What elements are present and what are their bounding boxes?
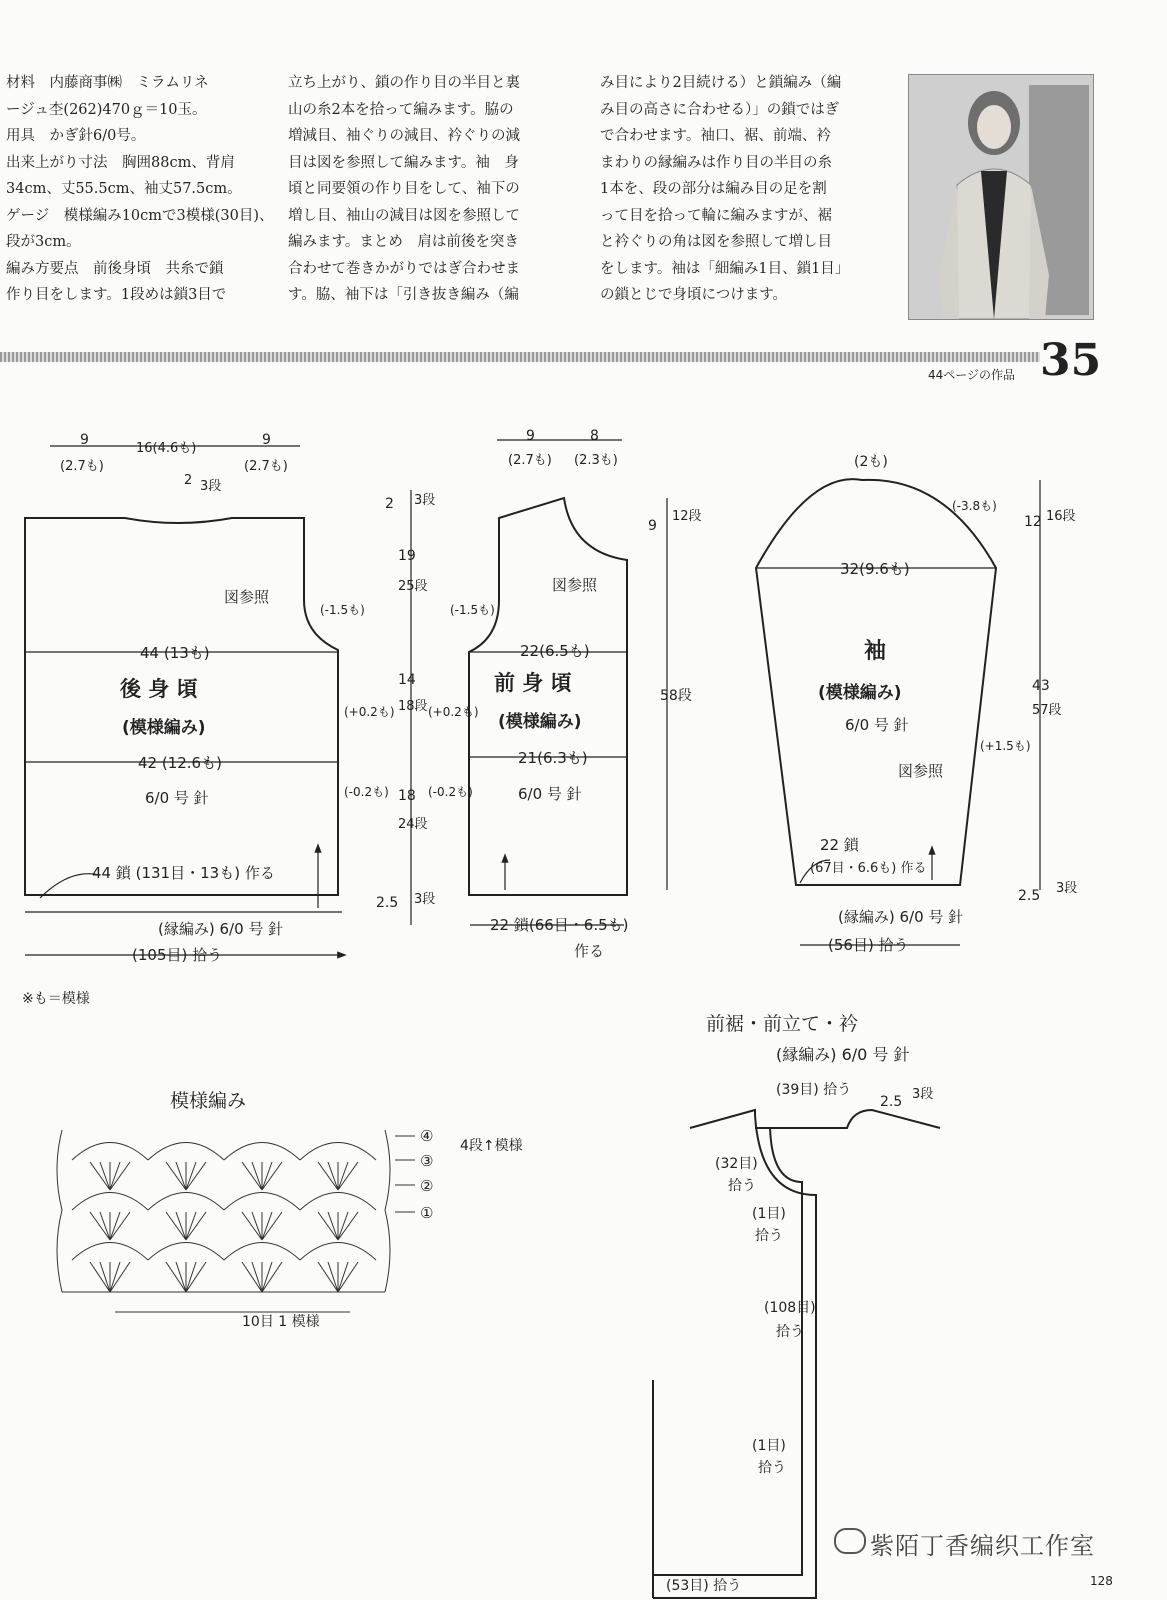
back-top-left: 9 <box>80 432 89 448</box>
dim-rows: 25段 <box>398 579 428 594</box>
text-line: 作り目をします。1段めは鎖3目で <box>6 287 227 303</box>
band-pick-5: (1目) <box>752 1438 786 1454</box>
sleeve-cap-cm: 12 <box>1024 514 1042 530</box>
sleeve-edge: (縁編み) 6/0 号 針 <box>838 908 964 926</box>
dim-rows: 3段 <box>414 493 436 508</box>
front-pattern: (模様編み) <box>498 712 582 732</box>
dim-cm: 18 <box>398 788 416 804</box>
front-width-2: 21(6.3も) <box>518 749 588 767</box>
sleeve-chain: 22 鎖 <box>820 836 859 854</box>
text-line: の鎖とじで身頃につけます。 <box>600 287 788 303</box>
page-number: 128 <box>1090 1574 1113 1588</box>
text-line: ージュ杢(262)470ｇ＝10玉。 <box>6 101 207 118</box>
text-line: み目により2目続ける）と鎖編み（編 <box>600 75 842 91</box>
text-line: 材料 内藤商事㈱ ミラムリネ <box>6 75 209 91</box>
text-line: まわりの縁編みは作り目の半目の糸 <box>600 154 832 171</box>
text-line: 34cm、丈55.5cm、袖丈57.5cm。 <box>6 181 242 197</box>
wechat-icon <box>834 1528 866 1554</box>
text-line: 編み方要点 前後身頃 共糸で鎖 <box>6 260 224 277</box>
sleeve-pick: (56目) 拾う <box>828 936 909 954</box>
band-pick-3: (1目) <box>752 1206 786 1222</box>
text-line: 立ち上がり、鎖の作り目の半目と裏 <box>288 75 520 91</box>
band-pick-4b: 拾う <box>776 1324 804 1340</box>
text-line: 増し目、袖山の減目は図を参照して <box>288 207 520 224</box>
back-title: 後 身 頃 <box>120 677 198 701</box>
text-line: 段が3cm。 <box>6 234 81 250</box>
dim-rows: 24段 <box>398 817 428 832</box>
front-top-left-sub: (2.7も) <box>508 453 552 468</box>
back-ref: 図参照 <box>224 588 270 606</box>
band-pick-5b: 拾う <box>758 1460 786 1476</box>
band-sub: (縁編み) 6/0 号 針 <box>776 1045 910 1064</box>
front-total-rows: 58段 <box>660 688 692 704</box>
sleeve-cuff-rows: 3段 <box>1056 881 1078 896</box>
sleeve-len-rows: 57段 <box>1032 703 1062 718</box>
row-label: ④ <box>420 1127 434 1145</box>
back-width-2: 42 (12.6も) <box>138 754 222 772</box>
back-top-mid: 16(4.6も) <box>136 441 197 456</box>
back-pattern: (模様編み) <box>122 718 206 738</box>
sleeve-hook: 6/0 号 針 <box>845 716 909 734</box>
dim-cm: 2.5 <box>376 895 399 911</box>
symbol-note: ※も＝模様 <box>22 991 90 1007</box>
stitch-chart <box>57 1130 390 1312</box>
band-pick-6: (53目) 拾う <box>666 1578 742 1594</box>
front-top-left: 9 <box>526 428 535 444</box>
front-neck-rows: 12段 <box>672 509 702 524</box>
back-inc: (+0.2も) <box>344 705 395 719</box>
text-line: 編みます。まとめ 肩は前後を突き <box>288 234 519 250</box>
dim-rows: 18段 <box>398 699 428 714</box>
band-pick-3b: 拾う <box>755 1228 783 1244</box>
back-width-1: 44 (13も) <box>140 644 210 662</box>
back-top-right: 9 <box>262 432 271 448</box>
back-dec: (-1.5も) <box>320 603 365 617</box>
front-width-1: 22(6.5も) <box>520 642 590 660</box>
front-inc: (+0.2も) <box>428 705 479 719</box>
back-top-right-sub: (2.7も) <box>244 459 288 474</box>
back-hook: 6/0 号 針 <box>145 789 209 807</box>
front-top-right-sub: (2.3も) <box>574 453 618 468</box>
text-line: 出来上がり寸法 胸囲88cm、背肩 <box>6 154 235 171</box>
front-dec: (-1.5も) <box>450 603 495 617</box>
front-body-outline <box>469 498 627 895</box>
sleeve-chain-2: (67目・6.6も) 作る <box>810 861 927 876</box>
band-pick-2b: 拾う <box>728 1178 756 1194</box>
band-width: 2.5 <box>880 1094 903 1110</box>
text-line: をします。袖は「細編み1目、鎖1目」 <box>600 260 850 277</box>
band-pick-4: (108目) <box>764 1300 816 1316</box>
sleeve-cuff-cm: 2.5 <box>1018 888 1041 904</box>
work-label: 44ページの作品 <box>928 368 1016 382</box>
text-line: 用具 かぎ針6/0号。 <box>6 128 146 144</box>
front-ref: 図参照 <box>552 576 598 594</box>
text-line: す。脇、袖下は「引き抜き編み（編 <box>288 287 519 303</box>
back-chain: 44 鎖 (131目・13も) 作る <box>92 864 275 882</box>
stitch-side-label: 4段↑模様 <box>460 1138 523 1154</box>
text-line: で合わせます。袖口、裾、前端、衿 <box>600 128 831 144</box>
text-line: 増減目、袖ぐりの減目、衿ぐりの減 <box>288 128 520 144</box>
sleeve-title: 袖 <box>864 639 887 664</box>
dim-cm: 2 <box>385 496 394 512</box>
back-neck-rows: 3段 <box>200 479 222 494</box>
row-label: ③ <box>420 1152 434 1170</box>
sleeve-ref: 図参照 <box>898 762 944 780</box>
text-line: 1本を、段の部分は編み目の足を割 <box>600 181 827 197</box>
row-label: ② <box>420 1177 434 1195</box>
sleeve-len-cm: 43 <box>1032 678 1050 694</box>
back-body-outline <box>25 518 338 895</box>
back-top-left-sub: (2.7も) <box>60 459 104 474</box>
watermark: 紫陌丁香编织工作室 <box>870 1532 1095 1560</box>
sleeve-top: (2も) <box>854 454 888 470</box>
stitch-title: 模様編み <box>170 1090 247 1112</box>
back-pick: (105目) 拾う <box>132 946 223 964</box>
row-label: ① <box>420 1204 434 1222</box>
band-width-rows: 3段 <box>912 1087 934 1102</box>
dim-cm: 19 <box>398 548 416 564</box>
back-edge: (縁編み) 6/0 号 針 <box>158 920 284 938</box>
front-hook: 6/0 号 針 <box>518 785 582 803</box>
text-line: 頃と同要領の作り目をして、袖下の <box>288 181 520 197</box>
band-pick-1: (39目) 拾う <box>776 1082 852 1098</box>
text-line: 山の糸2本を拾って編みます。脇の <box>288 101 514 118</box>
back-dec2: (-0.2も) <box>344 785 389 799</box>
text-line: 合わせて巻きかがりではぎ合わせま <box>288 260 520 277</box>
band-title: 前裾・前立て・衿 <box>706 1013 859 1035</box>
sleeve-width: 32(9.6も) <box>840 560 910 578</box>
sleeve-pattern: (模様編み) <box>818 683 902 703</box>
front-top-right: 8 <box>590 428 599 444</box>
back-neck: 2 <box>184 473 193 488</box>
text-line: 目は図を参照して編みます。袖 身 <box>288 154 519 171</box>
front-dec2: (-0.2も) <box>428 785 473 799</box>
text-line: と衿ぐりの角は図を参照して増し目 <box>600 234 832 250</box>
dim-cm: 14 <box>398 672 416 688</box>
text-line: み目の高さに合わせる）」の鎖ではぎ <box>600 101 840 118</box>
band-pick-2: (32目) <box>715 1156 758 1172</box>
text-line: って目を拾って輪に編みますが、裾 <box>600 207 832 224</box>
sleeve-inc: (+1.5も) <box>980 739 1031 753</box>
front-chain-2: 作る <box>574 942 605 960</box>
work-number: 35 <box>1040 335 1102 386</box>
dim-rows: 3段 <box>414 892 436 907</box>
text-line: ゲージ 模様編み10cmで3模様(30目)、 <box>6 207 274 224</box>
sleeve-cap-dec: (-3.8も) <box>952 499 997 513</box>
sleeve-cap-rows: 16段 <box>1046 509 1076 524</box>
stitch-repeat: 10目 1 模様 <box>242 1314 320 1330</box>
front-neck-cm: 9 <box>648 518 657 534</box>
front-title: 前 身 頃 <box>494 671 572 695</box>
front-chain: 22 鎖(66目・6.5も) <box>490 916 629 934</box>
